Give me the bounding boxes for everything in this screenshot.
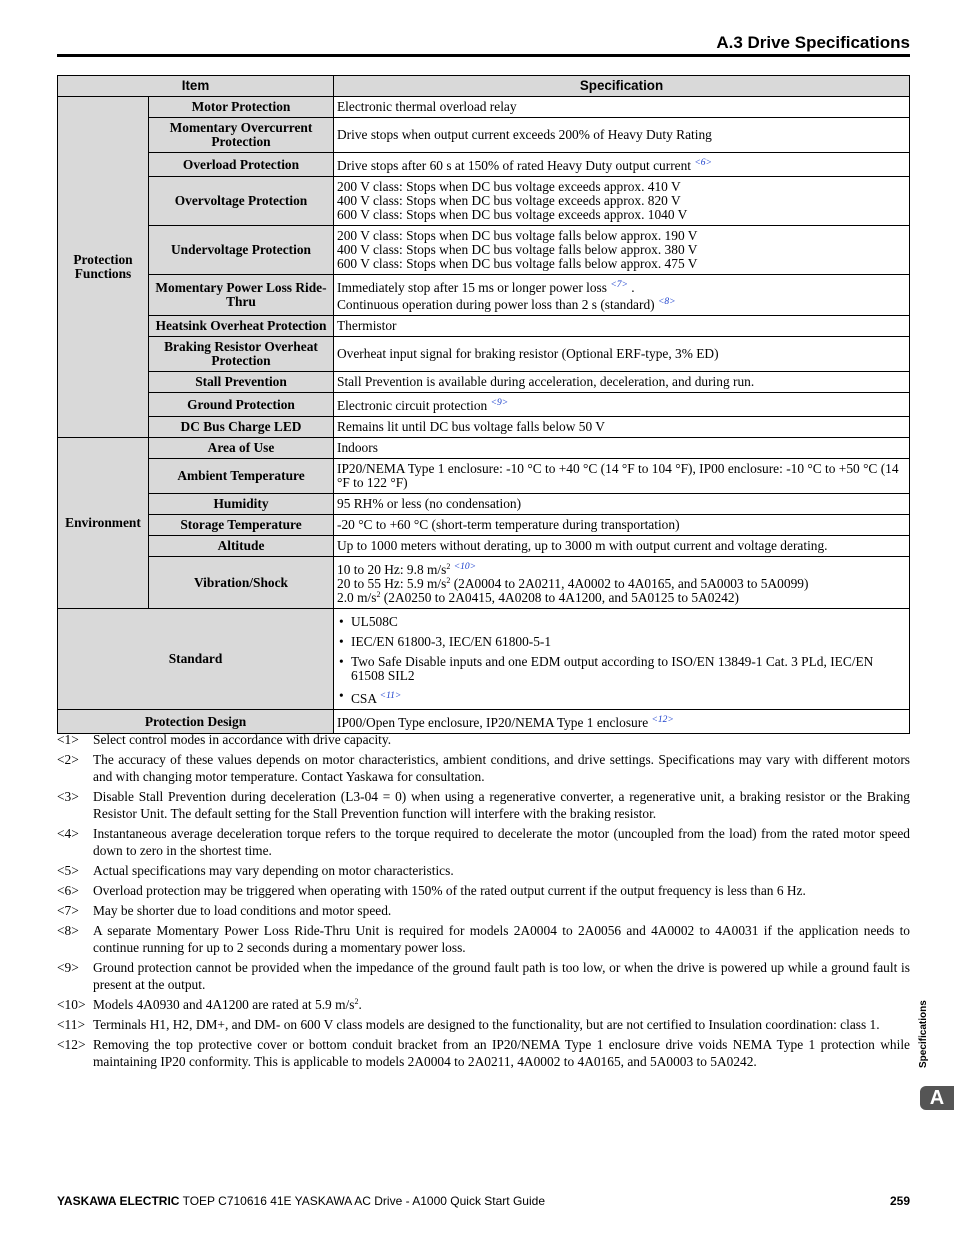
spec-line: 10 to 20 Hz: 9.8 $m/s^2$ $^{<10>}$ bbox=[337, 562, 477, 577]
row-spec: Stall Prevention is available during acceleration, deceleration, and during run. bbox=[334, 372, 910, 393]
row-item: Altitude bbox=[149, 536, 334, 557]
row-item: Storage Temperature bbox=[149, 515, 334, 536]
footer bbox=[57, 1194, 545, 1208]
table-row bbox=[58, 609, 910, 710]
row-item: Overload Protection bbox=[149, 153, 334, 177]
table-row bbox=[58, 337, 910, 372]
row-spec bbox=[334, 153, 910, 177]
standard-list bbox=[337, 615, 906, 706]
group-protection: Protection Functions bbox=[58, 97, 149, 438]
row-item: Standard bbox=[58, 609, 334, 710]
footnotes bbox=[57, 731, 910, 1073]
row-item: Ambient Temperature bbox=[149, 459, 334, 494]
footnote: <6> Overload protection may be triggered when operating with 150% of the rated output current if the output frequency is less than 6 Hz. bbox=[57, 883, 806, 898]
row-item: Stall Prevention bbox=[149, 372, 334, 393]
row-item: Momentary Overcurrent Protection bbox=[149, 118, 334, 153]
table-row bbox=[58, 710, 910, 734]
row-item: Ground Protection bbox=[149, 393, 334, 417]
table-row bbox=[58, 459, 910, 494]
row-item: Undervoltage Protection bbox=[149, 226, 334, 275]
table-row bbox=[58, 417, 910, 438]
footnote: <7> May be shorter due to load conditions and motor speed. bbox=[57, 903, 392, 918]
col-header-spec: Specification bbox=[334, 76, 910, 97]
row-spec bbox=[334, 226, 910, 275]
footnote-ref[interactable]: <7> bbox=[610, 280, 628, 290]
footnote: <11> Terminals H1, H2, DM+, and DM- on 600 V class models are designed to the functionality, but are not certified to Insulation coordination: class 1. bbox=[57, 1017, 880, 1032]
footer-doc: TOEP C710616 41E YASKAWA AC Drive - A1000 Quick Start Guide bbox=[179, 1194, 545, 1208]
table-row bbox=[58, 97, 910, 118]
row-spec bbox=[334, 557, 910, 609]
row-spec: Thermistor bbox=[334, 316, 910, 337]
row-spec: Overheat input signal for braking resistor (Optional ERF-type, 3% ED) bbox=[334, 337, 910, 372]
footnote-ref[interactable]: <8> bbox=[657, 297, 676, 307]
footnote: <8> A separate Momentary Power Loss Ride-Thru Unit is required for models 2A0004 to 2A0056 and 4A0002 to 4A0031 if the application needs to continue running for up to 2 seconds during a momentary power loss. bbox=[57, 923, 910, 955]
spec-table bbox=[57, 75, 910, 734]
row-item: Protection Design bbox=[58, 710, 334, 734]
footnote: <12> Removing the top protective cover or bottom conduit bracket from an IP20/NEMA Type 1 enclosure drive voids NEMA Type 1 protection while maintaining IP20 conformity. This is applicable to models 2A0004 to 2A0211, 4A0002 to 4A0165, and 5A0003 to 5A0242. bbox=[57, 1037, 910, 1069]
footnote: <2> The accuracy of these values depends on motor characteristics, ambient conditions, and drive settings. Specifications may vary with different motors and with changing motor temperature. Contact Yaskawa for consultation. bbox=[57, 752, 910, 784]
table-row bbox=[58, 557, 910, 609]
row-item: Area of Use bbox=[149, 438, 334, 459]
spec-line: 600 V class: Stops when DC bus voltage falls below approx. 475 V bbox=[337, 256, 698, 271]
table-row bbox=[58, 536, 910, 557]
footer-brand: YASKAWA ELECTRIC bbox=[57, 1194, 180, 1208]
page-number: 259 bbox=[889, 1194, 910, 1208]
spec-line: 20 to 55 Hz: 5.9 $m/s^2$ (2A0004 to 2A0211, 4A0002 to 4A0165, and 5A0003 to 5A0099) bbox=[337, 576, 809, 591]
row-item: Momentary Power Loss Ride-Thru bbox=[149, 275, 334, 316]
table-row bbox=[58, 393, 910, 417]
table-row bbox=[58, 494, 910, 515]
header-rule bbox=[57, 54, 910, 57]
spec-text: Drive stops after 60 s at 150% of rated Heavy Duty output current bbox=[337, 158, 692, 173]
footnote-ref[interactable]: <9> bbox=[490, 398, 509, 408]
footnote: <3> Disable Stall Prevention during deceleration (L3-04 = 0) when using a regenerative converter, a regenerative unit, a braking resistor or the Braking Resistor Unit. The default setting for the Stall Prevention function will interfere with the braking resistor. bbox=[57, 789, 910, 821]
row-item: Braking Resistor Overheat Protection bbox=[149, 337, 334, 372]
footnote: <10> Models 4A0930 and 4A1200 are rated at 5.9 $m/s^2$. bbox=[57, 997, 362, 1012]
col-header-item: Item bbox=[58, 76, 334, 97]
list-item: • CSA $^{<11>}$ bbox=[337, 689, 906, 706]
footnote-ref[interactable]: <6> bbox=[694, 158, 712, 168]
row-spec: IP20/NEMA Type 1 enclosure: -10 °C to +40 °C (14 °F to 104 °F), IP00 enclosure: -10 °C to +50 °C (14 °F to 122 °F) bbox=[334, 459, 910, 494]
row-item: DC Bus Charge LED bbox=[149, 417, 334, 438]
footnote: <4> Instantaneous average deceleration torque refers to the torque required to decelerate the motor (uncoupled from the load) from the rated motor speed down to zero in the shortest time. bbox=[57, 826, 910, 858]
group-environment: Environment bbox=[58, 438, 149, 609]
row-spec: Indoors bbox=[334, 438, 910, 459]
spec-line: Continuous operation during power loss than 2 s (standard) $^{<8>}$ bbox=[337, 297, 676, 312]
row-spec: Up to 1000 meters without derating, up to 3000 m with output current and voltage derating. bbox=[334, 536, 910, 557]
spec-line: 2.0 $m/s^2$ (2A0250 to 2A0415, 4A0208 to 4A1200, and 5A0125 to 5A0242) bbox=[337, 590, 739, 605]
row-item: Vibration/Shock bbox=[149, 557, 334, 609]
row-spec: -20 °C to +60 °C (short-term temperature during transportation) bbox=[334, 515, 910, 536]
row-item: Heatsink Overheat Protection bbox=[149, 316, 334, 337]
table-row bbox=[58, 153, 910, 177]
table-row bbox=[58, 515, 910, 536]
table-header-row bbox=[58, 76, 910, 97]
footnote: <9> Ground protection cannot be provided when the impedance of the ground fault path is too low, or when the drive is powered up while a ground fault is present at the output. bbox=[57, 960, 910, 992]
footnote-ref[interactable]: <12> bbox=[651, 715, 674, 725]
table-row bbox=[58, 177, 910, 226]
row-spec: IP00/Open Type enclosure, IP20/NEMA Type 1 enclosure $^{<12>}$ bbox=[334, 710, 910, 734]
row-spec: 95 RH% or less (no condensation) bbox=[334, 494, 910, 515]
table-row bbox=[58, 275, 910, 316]
row-spec: Remains lit until DC bus voltage falls below 50 V bbox=[334, 417, 910, 438]
footnote-ref[interactable]: <10> bbox=[453, 562, 477, 572]
table-row bbox=[58, 226, 910, 275]
row-item: Motor Protection bbox=[149, 97, 334, 118]
spec-line: 400 V class: Stops when DC bus voltage falls below approx. 380 V bbox=[337, 242, 698, 257]
list-item: • IEC/EN 61800-3, IEC/EN 61800-5-1 bbox=[337, 635, 906, 649]
row-spec bbox=[334, 275, 910, 316]
row-spec: Electronic thermal overload relay bbox=[334, 97, 910, 118]
appendix-tab[interactable]: A bbox=[920, 1086, 954, 1110]
spec-line: 200 V class: Stops when DC bus voltage exceeds approx. 410 V bbox=[337, 179, 681, 194]
side-section-label: Specifications bbox=[918, 1000, 929, 1068]
table-row bbox=[58, 438, 910, 459]
table-row bbox=[58, 372, 910, 393]
row-spec: Drive stops when output current exceeds 200% of Heavy Duty Rating bbox=[334, 118, 910, 153]
table-row bbox=[58, 118, 910, 153]
list-item: • UL508C bbox=[337, 615, 906, 629]
spec-line: 400 V class: Stops when DC bus voltage exceeds approx. 820 V bbox=[337, 193, 681, 208]
footnote: <1> Select control modes in accordance with drive capacity. bbox=[57, 732, 392, 747]
spec-line: 200 V class: Stops when DC bus voltage falls below approx. 190 V bbox=[337, 228, 698, 243]
row-spec bbox=[334, 609, 910, 710]
section-title: A.3 Drive Specifications bbox=[716, 33, 910, 52]
spec-line: 600 V class: Stops when DC bus voltage exceeds approx. 1040 V bbox=[337, 207, 688, 222]
row-item: Overvoltage Protection bbox=[149, 177, 334, 226]
row-item: Humidity bbox=[149, 494, 334, 515]
footnote: <5> Actual specifications may vary depending on motor characteristics. bbox=[57, 863, 454, 878]
list-item: • Two Safe Disable inputs and one EDM output according to ISO/EN 13849-1 Cat. 3 PLd, IEC/EN 61508 SIL2 bbox=[337, 655, 906, 683]
row-spec bbox=[334, 177, 910, 226]
row-spec: Electronic circuit protection $^{<9>}$ bbox=[334, 393, 910, 417]
table-row bbox=[58, 316, 910, 337]
footnote-ref[interactable]: <11> bbox=[379, 691, 402, 701]
spec-line: Immediately stop after 15 ms or longer power loss $^{<7>}$ . bbox=[337, 280, 635, 295]
